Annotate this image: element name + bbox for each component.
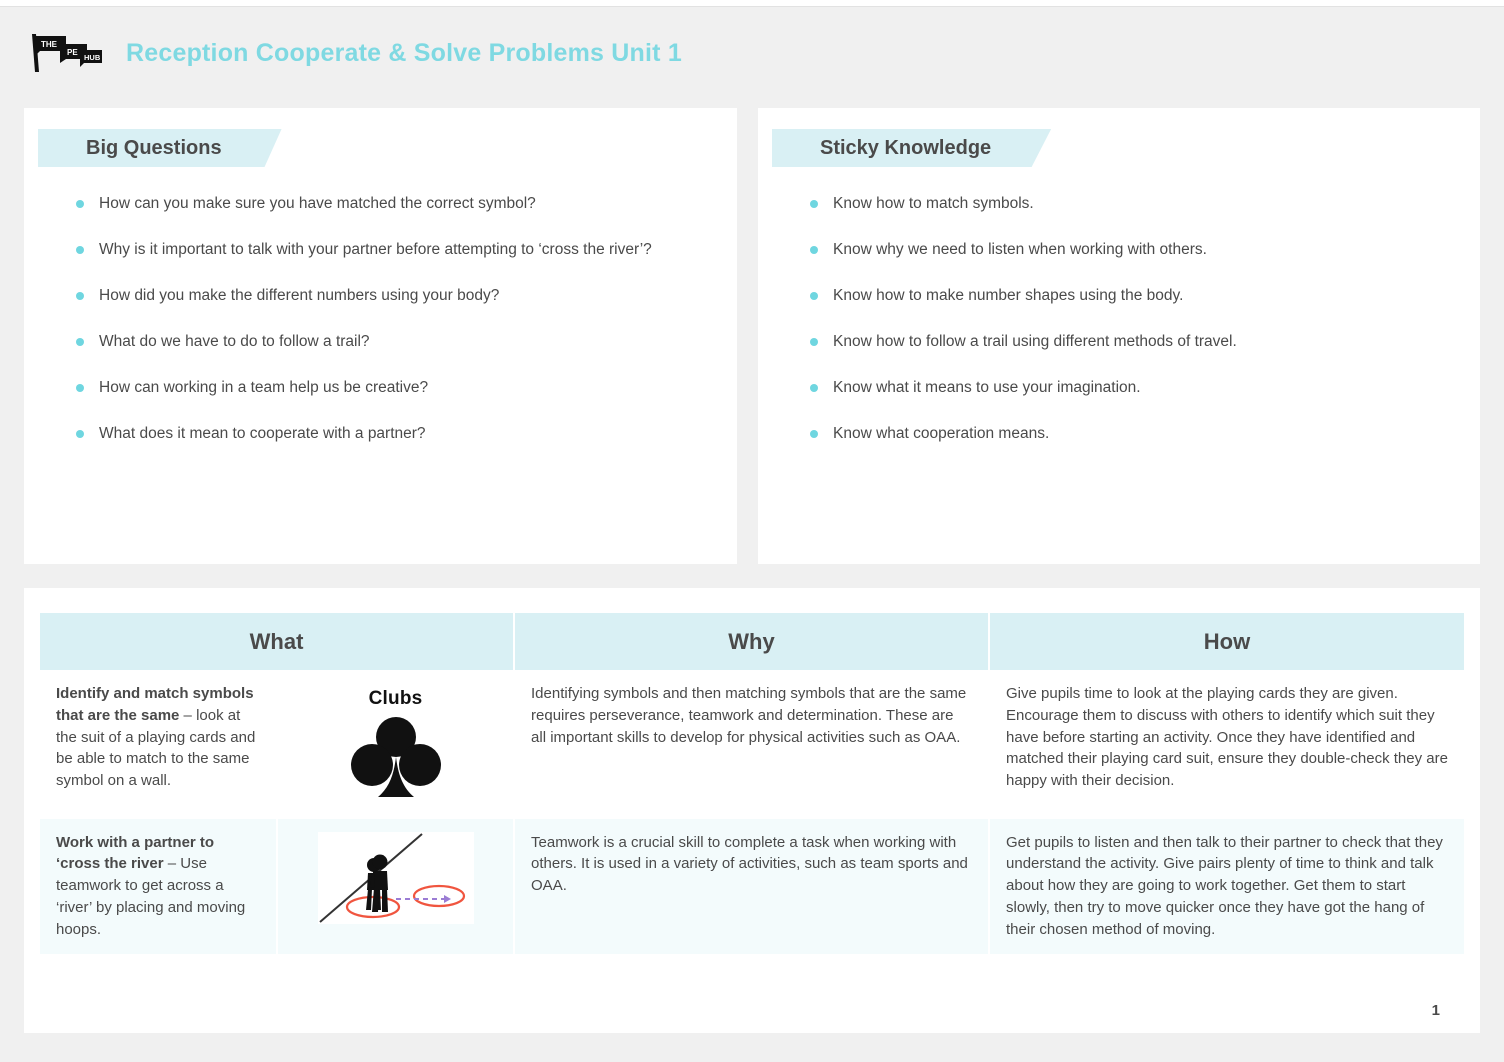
sticky-knowledge-list xyxy=(758,193,1480,445)
what-cell xyxy=(40,818,277,956)
how-cell: Give pupils time to look at the playing cards they are given. Encourage them to discuss with others to identify which suit they have before starting an activity. Once they have identified and matched their playing card suit, ensure they double-check they are happy with their decision. xyxy=(989,670,1464,818)
cross-the-river-illustration xyxy=(318,832,474,924)
what-cell xyxy=(40,670,277,818)
list-item: Why is it important to talk with your partner before attempting to ‘cross the river’? xyxy=(74,239,697,261)
what-why-how-card xyxy=(24,588,1480,1033)
what-why-how-table-wrapper xyxy=(40,613,1464,956)
sticky-knowledge-card xyxy=(758,108,1480,564)
big-questions-card xyxy=(24,108,737,564)
what-why-how-table xyxy=(40,613,1464,956)
top-strip xyxy=(0,0,1504,7)
svg-text:PE: PE xyxy=(67,48,78,57)
sticky-knowledge-banner xyxy=(772,129,1051,167)
column-header-how: How xyxy=(989,613,1464,670)
page-number: 1 xyxy=(1431,1002,1440,1019)
big-questions-list xyxy=(24,193,737,445)
big-questions-banner xyxy=(38,129,282,167)
page-title: Reception Cooperate & Solve Problems Unit 1 xyxy=(126,38,682,67)
the-pe-hub-logo-icon xyxy=(26,31,104,75)
media-cell xyxy=(277,670,514,818)
club-suit-icon xyxy=(348,715,444,803)
clubs-label: Clubs xyxy=(368,688,423,709)
what-lead-text: Identify and match symbols that are the same xyxy=(56,685,254,724)
table-row xyxy=(40,670,1464,818)
column-header-what: What xyxy=(40,613,514,670)
why-cell: Identifying symbols and then matching symbols that are the same requires perseverance, teamwork and determination. These are all important skills to develop for physical activities such as OAA. xyxy=(514,670,989,818)
list-item: Know why we need to listen when working with others. xyxy=(808,239,1440,261)
list-item: What does it mean to cooperate with a partner? xyxy=(74,423,697,445)
big-questions-heading: Big Questions xyxy=(86,137,222,159)
table-header-row xyxy=(40,613,1464,670)
how-cell: Get pupils to listen and then talk to their partner to check that they understand the activity. Give pairs plenty of time to think and talk about how they are going to work together. Get them to start slowly, then try to move quicker once they have got the hang of their chosen method of moving. xyxy=(989,818,1464,956)
why-cell: Teamwork is a crucial skill to complete a task when working with others. It is used in a variety of activities, such as team sports and OAA. xyxy=(514,818,989,956)
list-item: Know how to follow a trail using different methods of travel. xyxy=(808,331,1440,353)
svg-text:THE: THE xyxy=(41,40,57,49)
list-item: How did you make the different numbers using your body? xyxy=(74,285,697,307)
table-row xyxy=(40,818,1464,956)
column-header-why: Why xyxy=(514,613,989,670)
list-item: How can working in a team help us be creative? xyxy=(74,377,697,399)
what-rest-text: – Use teamwork to get across a ‘river’ by placing and moving hoops. xyxy=(56,855,246,938)
clubs-card-graphic xyxy=(348,683,444,803)
what-rest-text: – look at the suit of a playing cards and be able to match to the same symbol on a wall. xyxy=(56,706,256,789)
list-item: Know how to match symbols. xyxy=(808,193,1440,215)
list-item: How can you make sure you have matched the correct symbol? xyxy=(74,193,697,215)
what-lead-text: Work with a partner to ‘cross the river xyxy=(56,833,215,873)
svg-text:HUB: HUB xyxy=(84,53,101,62)
page-header xyxy=(24,22,1480,84)
list-item: Know what it means to use your imagination. xyxy=(808,377,1440,399)
list-item: What do we have to do to follow a trail? xyxy=(74,331,697,353)
list-item: Know how to make number shapes using the body. xyxy=(808,285,1440,307)
sticky-knowledge-heading: Sticky Knowledge xyxy=(820,137,992,159)
list-item: Know what cooperation means. xyxy=(808,423,1440,445)
media-cell xyxy=(277,818,514,956)
